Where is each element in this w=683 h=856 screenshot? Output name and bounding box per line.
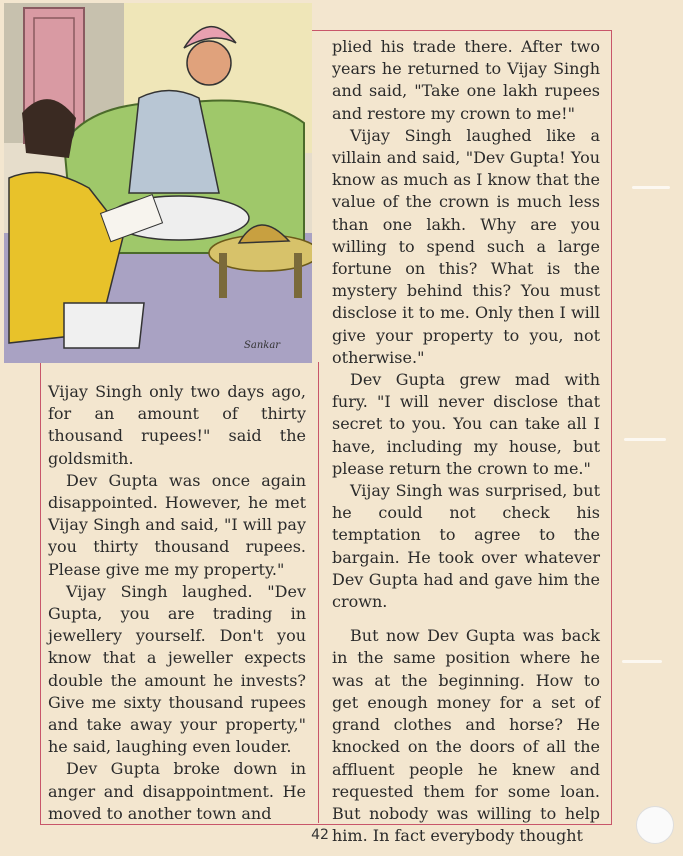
- paper-smudge: [622, 660, 662, 663]
- story-illustration: [4, 3, 312, 363]
- paragraph: plied his trade there. After two years he returned to Vijay Singh and said, "Take one lakh rupees and restore my crown to me!": [332, 37, 600, 123]
- paper-smudge: [624, 438, 666, 441]
- left-text-column: [48, 381, 306, 825]
- paragraph: Dev Gupta broke down in anger and disappointment. He moved to another town and: [48, 759, 306, 823]
- page-number: 42: [311, 827, 329, 843]
- paper-smudge: [632, 186, 670, 189]
- right-text-column: [332, 36, 600, 847]
- paragraph: Vijay Singh laughed like a villain and said, "Dev Gupta! You know as much as I know that the value of the crown is much less than one lakh. Why are you willing to spend such a large fortune on this? What is the mystery behind this? You must disclose it to me. Only then I will give your property to you, not otherwise.": [332, 125, 600, 367]
- paragraph: Dev Gupta was once again disappointed. However, he met Vijay Singh and said, "I will pay you thirty thousand rupees. Please give me my property.": [48, 470, 306, 579]
- column-divider: [318, 362, 319, 823]
- illustration-drawing: [4, 3, 312, 363]
- paragraph: Vijay Singh only two days ago, for an amount of thirty thousand rupees!" said the goldsmith.: [48, 382, 306, 468]
- paragraph: Vijay Singh laughed. "Dev Gupta, you are trading in jewellery yourself. Don't you know that a jeweller expects double the amount he invests? Give me sixty thousand rupees and take away your property," he said, laughing even louder.: [48, 581, 306, 757]
- paragraph: But now Dev Gupta was back in the same position where he was at the beginning. How to get enough money for a set of grand clothes and horse? He knocked on the doors of all the affluent people he knew and requested them for some loan. But nobody was willing to help him. In fact everybody thought: [332, 626, 600, 846]
- artist-signature: Sankar: [244, 340, 281, 351]
- paragraph: Dev Gupta grew mad with fury. "I will never disclose that secret to you. You can take all I have, including my house, but please return the crown to me.": [332, 370, 600, 478]
- library-stamp-logo: [636, 806, 674, 844]
- paragraph: Vijay Singh was surprised, but he could not check his temptation to agree to the bargain. He took over whatever Dev Gupta had and gave him the crown.: [332, 481, 600, 612]
